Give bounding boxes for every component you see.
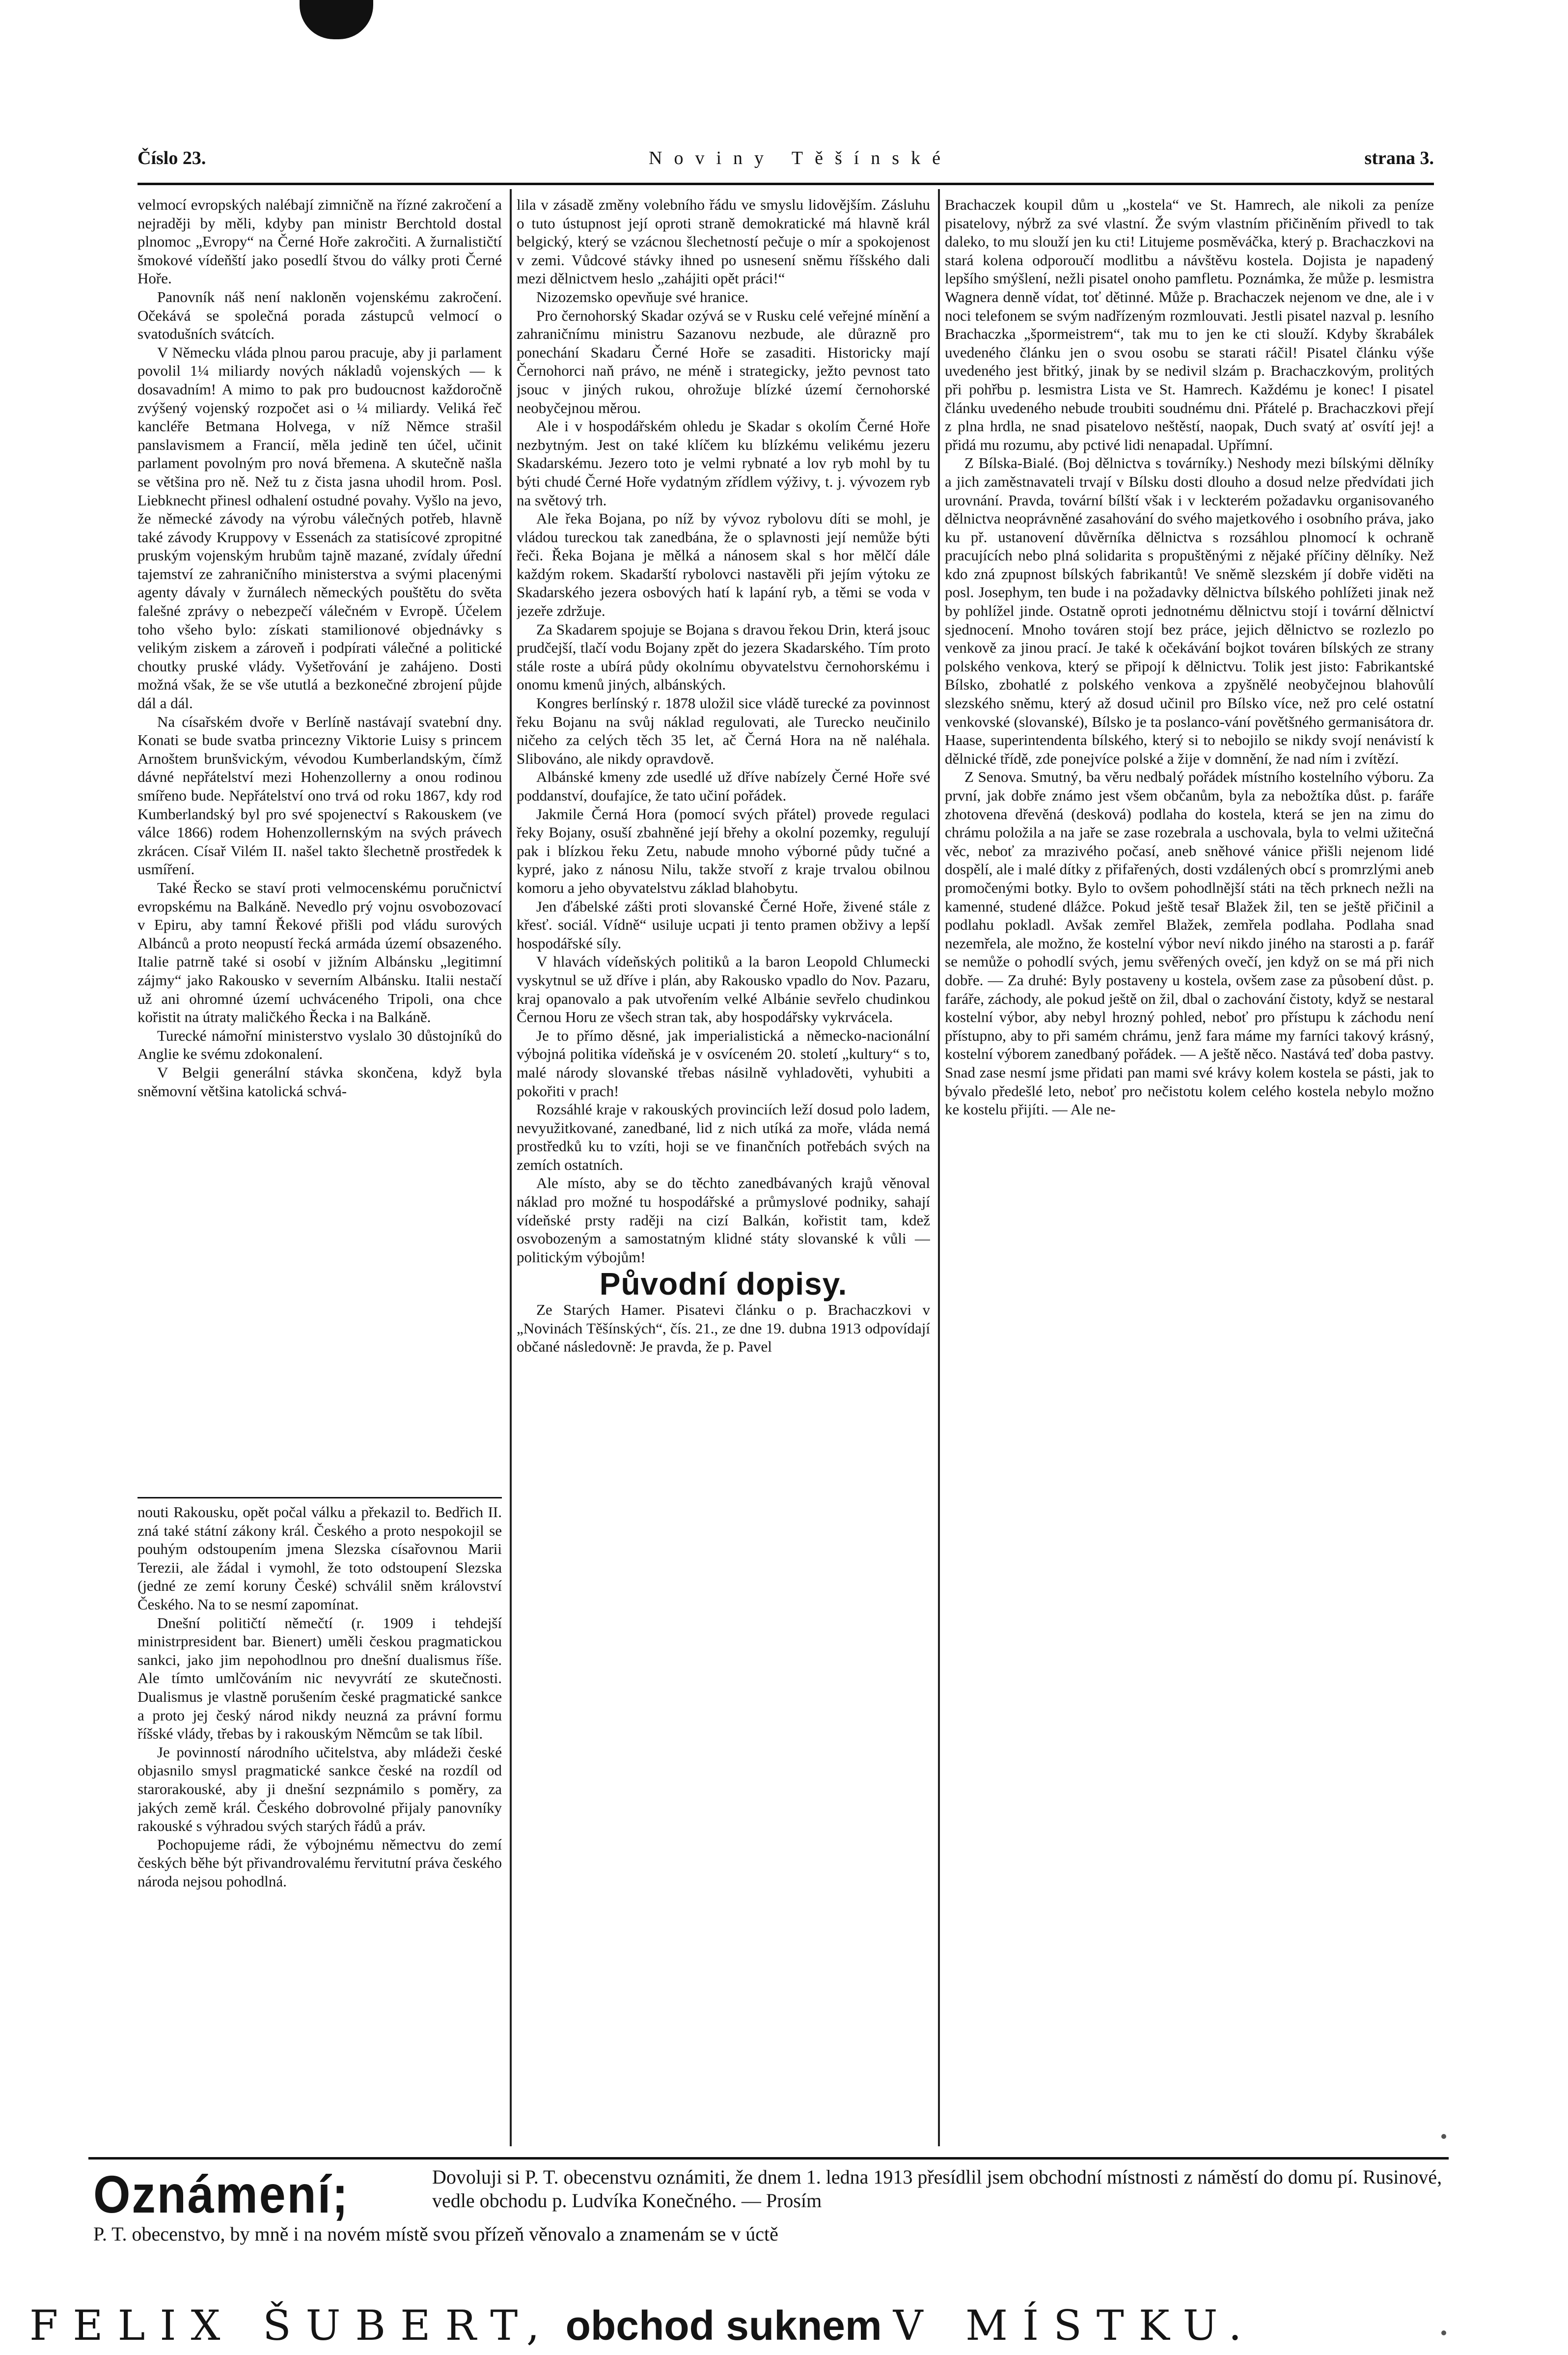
advert-text-line2: P. T. obecenstvo, by mně i na novém místě svou přízeň věnovalo a znamenám se v úctě bbox=[93, 2223, 778, 2245]
article-paragraph: Turecké námořní ministerstvo vyslalo 30 důstojníků do Anglie ke svému zdokonalení. bbox=[138, 1026, 502, 1063]
article-paragraph: Nizozemsko opevňuje své hranice. bbox=[536, 288, 749, 305]
column-2 bbox=[517, 195, 930, 2146]
article-paragraph: Ale místo, aby se do těchto zanedbávaných krajů věnoval náklad pro možné tu hospodářské a průmyslové podniky, sahají vídeňské prsty raději na cizí Balkán, kořistit tam, kdež osvobozeným a samostatným klidné státy slovanské k vůli — politickým výbojům! bbox=[517, 1174, 930, 1266]
column-3 bbox=[945, 195, 1434, 2146]
page-header bbox=[138, 147, 1434, 177]
article-paragraph: Ale i v hospodářském ohledu je Skadar s okolím Černé Hoře nezbytným. Jest on také klíčem ku blízkému velikému jezeru Skadarskému. Jezero toto je velmi rybnaté a lov ryb mohl by tu býti chudé Černé Hoře vydatným zřídlem výživy, t. j. vývozem ryb na světový trh. bbox=[517, 417, 930, 509]
page-number: strana 3. bbox=[1364, 148, 1434, 168]
article-paragraph: Je to přímo děsné, jak imperialistická a německo-nacionální výbojná politika vídeňská je v osvíceném 20. století „kultury“ s to, malé národy slovanské třebas násilně vyhladověti, vyhubiti a pokořiti v prach! bbox=[517, 1026, 930, 1100]
article-paragraph: Jakmile Černá Hora (pomocí svých přátel) provede regulaci řeky Bojany, osuší zbahněné její břehy a okolní pozemky, regulují pak i blízkou řeku Zetu, nabude mnoho výborné půdy tučné a kypré, jako z nánosu Nilu, takže stvoří z kraje trvalou obilnou komoru a jeho obyvatelstvu základ blahobytu. bbox=[517, 805, 930, 896]
article-paragraph: Pro černohorský Skadar ozývá se v Rusku celé veřejné mínění a zahraničnímu ministru Sazanovu nezbude, ale důrazně pro ponechání Skadaru Černé Hoře se zasaditi. Historicky mají Černohorci naň právo, ne méně i strategicky, ježto pevnost tato jsouc v jiných rukou, ohrožuje blízké území černohorské neobyčejnou měrou. bbox=[517, 306, 930, 416]
article-paragraph: Panovník náš není nakloněn vojenskému zakročení. Očekává se společná porada zástupců velmocí o svatodušních svátcích. bbox=[138, 288, 502, 343]
newspaper-title: Noviny Těšínské bbox=[649, 148, 952, 168]
advert-signature bbox=[29, 2303, 1365, 2349]
article-paragraph: V Belgii generální stávka skončena, když byla sněmovní většina katolická schvá- bbox=[138, 1063, 502, 1100]
article-paragraph: Rozsáhlé kraje v rakouských provinciích leží dosud polo ladem, nevyužitkované, zanedbané, lid z nich utíká za moře, vláda nemá prostředků ku to vzíti, hoji se ve finančních potřebách svých na zemích ostatních. bbox=[517, 1101, 930, 1173]
issue-number: Číslo 23. bbox=[138, 148, 206, 168]
column-separator-1 bbox=[510, 189, 512, 2146]
article-paragraph: Také Řecko se staví proti velmocenskému poručnictví evropskému na Balkáně. Nevedlo prý vojnu osvobozovací v Epiru, aby tamní Řekové přišli pod vládu surových Albánců a proto neopustí řecká armáda území obsazeného. Italie patrně také si osobí v jižním Albánsku „legitimní zájmy“ jako Rakousko v severním Albánsku. Italii nestačí už ani ohromné území uchváceného Tripoli, ona chce kořistit na útraty maličkého Řecka i na Balkáně. bbox=[138, 879, 502, 1026]
advert-place: V MÍSTKU. bbox=[893, 2301, 1257, 2350]
print-speck bbox=[1441, 2330, 1446, 2335]
column-1-continued bbox=[138, 1503, 502, 2146]
advert-title: Oznámení; bbox=[93, 2164, 350, 2224]
header-rule bbox=[138, 183, 1434, 185]
article-paragraph: Albánské kmeny zde usedlé už dříve nabízely Černé Hoře své poddanství, doufajíce, že tato učiní pořádek. bbox=[517, 768, 930, 804]
advert-business: obchod suknem bbox=[565, 2302, 882, 2349]
letter-paragraph: Ze Starých Hamer. Pisatevi článku o p. Brachaczkovi v „Novinách Těšínských“, čís. 21., ze dne 19. dubna 1913 odpovídají občané následovně: Je pravda, že p. Pavel bbox=[517, 1301, 930, 1356]
article-paragraph: Z Bílska-Bialé. (Boj dělnictva s továrníky.) Neshody mezi bílskými dělníky a jich zaměstnavateli trvají v Bílsku dosti dlouho a dosud nelze předvídati jich urovnání. Pravda, tovární bílští však i v leckterém požadavku organisovaného dělnictva neoprávněné zasahování do svého majetkového i osobního práva, jako ku př. ustanovení důvěrníka dělnictva s rozsáhlou plnomocí k ochraně pracujících nebo plná solidarita s propuštěnými z nějaké příčiny dělníky. Než kdo zná zpupnost bílských fabrikantů! Ve sněmě slezském jí dobře viděti na posl. Josephym, ten bude i na požadavky dělnictva bílského pohlížeti jinak než by pohlížel jinde. Ostatně oproti jednotnému dělnictvu stojí i tovární dělnictví sjednocení. Mnoho továren stojí bez práce, jejich dělnictvo se rozlezlo po venkově za jinou prací. Je také k očekávání bojkot továren bílských ze strany polského venkova, který se připojí k dělnictvu. Tolik jest jisto: Fabrikantské Bílsko, zbohatlé z polského venkova a zpyšnělé neobyčejnou blahovůlí slezského sněmu, který až dosud učinil pro Bílsko více, než pro celé ostatní venkovské (slovanské), Bílsko je ta poslanco-vání povětšného germanisátora dr. Haase, superintendenta bílského, který si to nebojilo se nikdy svojí nenávistí k dělnické třídě, zde ponejvíce polské a žije v domnění, že nad ním i zvítězí. bbox=[945, 454, 1434, 767]
article-paragraph: Ale řeka Bojana, po níž by vývoz rybolovu díti se mohl, je vládou tureckou tak zanedbána, že o splavnosti její nemůže býti řeči. Řeka Bojana je mělká a nánosem skal s hor mělčí dále každým rokem. Skadarští rybolovci nastavěli při jejím výtoku ze Skadarského jezera osbových hatí k lapání ryb, a těmi se voda v jezeře zdržuje. bbox=[517, 510, 930, 620]
article-paragraph: Na císařském dvoře v Berlíně nastávají svatební dny. Konati se bude svatba princezny Viktorie Luisy s princem Arnoštem brunšvickým, vévodou Kumberlandským, čímž dávné nepřátelství mezi Hohenzollerny a onou rodinou smířeno bude. Nepřátelství ono trvá od roku 1867, kdy rod Kumberlandský byl pro své spojenectví s Rakouskem (ve válce 1866) rodem Hohenzollernským na svých právech zkrácen. Císař Vilém II. našel takto šlechetně prostředek k usmíření. bbox=[138, 713, 502, 878]
advert-firm-name: FELIX ŠUBERT, bbox=[29, 2301, 554, 2350]
article-paragraph: velmocí evropských nalébají zimničně na řízné zakročení a nejraději by měli, kdyby pan ministr Berchtold dostal plnomoc „Evropy“ na Černé Hoře zakročiti. A žurnalističtí šmokové vídeňští jako posedlí štvou do války proti Černé Hoře. bbox=[138, 196, 502, 287]
article-paragraph: Je povinností národního učitelstva, aby mládeži české objasnilo smysl pragmatické sankce české na rozdíl od starorakouské, aby ji dnešní sezpnámilo s poměry, za jakých země král. Českého dobrovolné přijaly panovníky rakouské s výhradou svých starých řádů a práv. bbox=[138, 1743, 502, 1835]
advert-top-rule bbox=[88, 2157, 1449, 2160]
print-speck bbox=[1441, 2134, 1446, 2139]
advert-text-line1: Dovoluji si P. T. obecenstvu oznámiti, že dnem 1. ledna 1913 přesídlil jsem obchodní místnosti z náměstí do domu pí. Rusinové, vedle obchodu p. Ludvíka Konečného. — Prosím bbox=[432, 2166, 1442, 2212]
article-paragraph: Za Skadarem spojuje se Bojana s dravou řekou Drin, která jsouc prudčejší, tlačí vodu Bojany zpět do jezera Skadarského. Tím proto stále roste a ubírá půdy okolnímu obyvatelstvu černohorskému i onomu kmenů jiných, albánských. bbox=[517, 620, 930, 693]
article-paragraph: Z Senova. Smutný, ba věru nedbalý pořádek místního kostelního výboru. Za první, jak dobře známo jest všem občanům, byla za nebožtíka důst. p. faráře zhotovena dřevěná (desková) podlaha do kostela, která se jen na zimu do chrámu položila a na jaře se zase rozebrala a uschovala, byla to velmi užitečná věc, neboť za mrazivého počasí, aneb sněhové vánice přišli nejenom lidé dospělí, ale i malé dítky z přifařených, dosti vzdálených obcí s promrzlými aneb promočenými botky. Bylo to ovšem pohodlnější státi na těch prknech nežli na kamenné, studené dlážce. Pokud ještě tesař Blažek žil, ten se ještě přičinil a podlahu pokladl. Avšak zemřel Blažek, zemřela podlaha. Podlaha snad nezemřela, ale možno, že kostelní výbor neví nikdo jiného na starosti a p. farář se nemůže o pohodlí svých, jemu svěřených ovečí, jen když on se má při nich dobře. — Za druhé: Byly postaveny u kostela, ovšem zase za působení důst. p. faráře, záchody, ale pokud ještě on žil, dbal o zachování čistoty, když se nestaral kostelní výbor, aby nebyl hrozný pohled, neboť pro přístupu k záchodu není přístupno, aby to při samém chrámu, jenž fara máme my farníci takový krásný, kostelní výborem zanedbaný pořádek. — A ještě něco. Nastává teď doba pastvy. Snad zase nesmí jsme přidati pan mami své krávy kolem kostela se pásti, jak to bývalo předešlé leto, neboť pro nečistotu kolem celého kostela nebylo možno ke kostelu přijíti. — Ale ne- bbox=[945, 768, 1434, 1118]
section-heading-original-letters: Původní dopisy. bbox=[599, 1266, 848, 1302]
article-paragraph: V Německu vláda plnou parou pracuje, aby ji parlament povolil 1¼ miliardy nových nákladů vojenských — k dosavadním! A mimo to pak pro budoucnost každoročně zvýšený vojenský rozpočet asi o ¼ miliardy. Veliká řeč kancléře Betmana Holvega, v níž Němce strašil panslavismem a Francií, měla jedině ten účel, učinit parlament povolným pro nová břemena. A skutečně našla se většina pro ně. Než tu z čista jasna uhodil hrom. Posl. Liebknecht přinesl odhalení ostudné povahy. Vyšlo na jevo, že německé závody na výrobu válečných potřeb, hlavně také závody Kruppovy v Essenách za statisícové zpropitné pruským vojenským hrubům tajně mazané, zvídaly úřední tajemství ze zahraničního ministerstva a svými placenými agenty dávaly v žurnálech německých pouštětu do světa falešné zprávy o nebezpečí válečném v Evropě. Účelem toho všeho bylo: získati stamilionové objednávky s velikým ziskem a zároveň i podpírati válečné a politické choutky pruské vlády. Vyšetřování je zahájeno. Dosti možná však, že se vše ututlá a bezkonečné zbrojení půjde dál a dál. bbox=[138, 343, 502, 712]
article-paragraph: Brachaczek koupil dům u „kostela“ ve St. Hamrech, ale nikoli za peníze pisatelovy, nýbrž za své vlastní. Že svým vlastním přičiněním přivedl to tak daleko, to mu slouží jen ku cti! Litujeme posměváčka, který p. Brachaczkovi na stará kolena odporoučí modlitbu a návštěvu kostela. Dojista je napadený lepšího smýšlení, nežli pisatel onoho pamfletu. Poznámka, že může p. lesmistra Wagnera denně vídat, toť dětinné. Může p. Brachaczek nejenom ve dne, ale i v noci telefonem se svým nadřízeným rozmlouvati. Jestli pisatel nazval p. lesního Brachaczka „špormeistrem“, tak mu to jen ke cti slouží. Kdyby škrabálek uvedeného článku jen o svou osobu se starati ráčil! Pisatel článku výše uvedeného jest břitký, jinak by se nedivil slzám p. Brachaczkovým, prolitých při pohřbu p. lesmistra Lista ve St. Hamrech. Každému je konec! I pisatel článku uvedeného nebude troubiti soudnému dni. Přátelé p. Brachaczkovi přejí z plna hrdla, ne snad pisatelovo neštěstí, naopak, Duch svatý ať osvítí jej! a přidá mu rozumu, aby pctivé lidi nenapadal. Upřímní. bbox=[945, 196, 1434, 453]
ink-blot-mark bbox=[300, 0, 373, 39]
advertisement bbox=[93, 2163, 1444, 2296]
article-paragraph: Pochopujeme rádi, že výbojnému němectvu do zemí českých běhe být přivandrovalému řervitutní práva českého národa nejsou pohodlná. bbox=[138, 1835, 502, 1890]
column-1-divider bbox=[138, 1497, 502, 1498]
article-paragraph: Dnešní političtí němečtí (r. 1909 i tehdejší ministrpresident bar. Bienert) uměli českou pragmatickou sankci, jako jim nepohodlnou pro dnešní dualismus říše. Ale tímto umlčováním nic nevyvrátí ze skutečnosti. Dualismus je vlastně porušením české pragmatické sankce a proto jej český národ nikdy neuzná za právní formu říšské vlády, třebas by i rakouským Němcům se tak líbil. bbox=[138, 1614, 502, 1743]
article-paragraph: V hlavách vídeňských politiků a la baron Leopold Chlumecki vyskytnul se už dříve i plán, aby Rakousko vpadlo do Nov. Pazaru, kraj opanovalo a pak utvořením velké Albánie sevřelo chudinkou Černou Horu ze všech stran tak, aby hospodářsky vykrvácela. bbox=[517, 953, 930, 1026]
column-separator-2 bbox=[938, 189, 940, 2146]
article-paragraph: lila v zásadě změny volebního řádu ve smyslu lidovějším. Zásluhu o tuto ústupnost její oproti straně demokratické má hlavně král belgický, který se vzácnou šlechetností pečuje o mír a spokojenost v zemi. Vůdcové stávky ihned po usnesení sněmu říšského dali mezi dělnictvem heslo „zahájiti opět práci!“ bbox=[517, 196, 930, 287]
column-1 bbox=[138, 195, 502, 1492]
article-paragraph: nouti Rakousku, opět počal válku a překazil to. Bedřich II. zná také státní zákony král. Českého a proto nespokojil se pouhým odstoupením jmena Slezska císařovnou Marii Terezii, ale žádal i vymohl, že toto odstoupení Slezska (jedné ze zemí koruny České) schválil sněm království Českého. Na to se nesmí zapomínat. bbox=[138, 1503, 502, 1613]
article-paragraph: Jen ďábelské zášti proti slovanské Černé Hoře, živené stále z křesť. sociál. Vídně“ usiluje ucpati ji tento pramen obživy a lepší hospodářské síly. bbox=[517, 897, 930, 952]
article-paragraph: Kongres berlínský r. 1878 uložil sice vládě turecké za povinnost řeku Bojanu na svůj náklad regulovati, ale Turecko neučinilo ničeho za celých těch 35 let, ač Černá Hora na ně naléhala. Slibováno, ale nikdy opravdově. bbox=[517, 694, 930, 767]
